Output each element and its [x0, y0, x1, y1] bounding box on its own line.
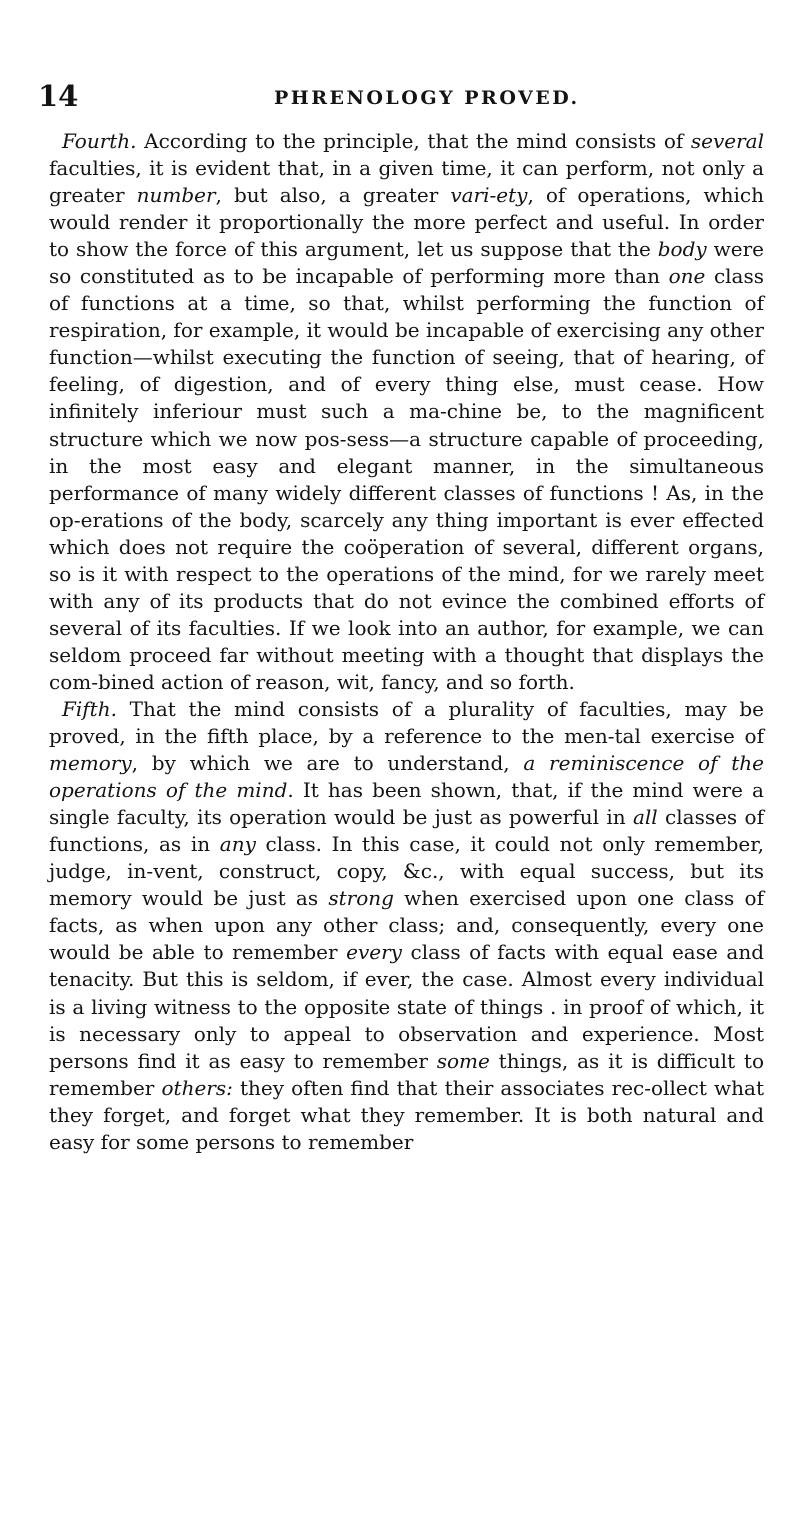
paragraph-fourth: [49, 128, 764, 696]
italic-text-run: number: [136, 183, 216, 208]
text-run: class of functions at a time, so that, whilst performing the function of respiration, for example, it would be incapable of exercising any other function—whilst executing the function of seeing, that of hearing, of feeling, of digestion, and of every thing else, must cease. How infinitely inferiour must such a ma-chine be, to the magnificent structure which we now pos-sess—a structure capable of proceeding, in the most easy and elegant manner, in the simultaneous performance of many widely different classes of functions ! As, in the op-erations of the body, scarcely any thing important is ever effected which does not require the coöperation of several, different organs, so is it with respect to the operations of the mind, for we rarely meet with any of its products that do not evince the combined efforts of several of its faculties. If we look into an author, for example, we can seldom proceed far without meeting with a thought that displays the com-bined action of reason, wit, fancy, and so forth.: [49, 264, 765, 694]
italic-text-run: several: [690, 129, 764, 153]
italic-text-run: any: [219, 832, 256, 857]
italic-text-run: every: [346, 940, 402, 965]
italic-text-run: all: [632, 805, 658, 830]
italic-text-run: body: [657, 237, 707, 262]
italic-text-run: others:: [161, 1075, 233, 1100]
running-head: PHRENOLOGY PROVED.: [274, 87, 580, 109]
paragraph-lead: Fifth.: [62, 696, 117, 721]
italic-text-run: some: [436, 1048, 490, 1073]
page-header: [38, 79, 768, 119]
text-run: class. In this case, it could not only remember, judge, in-vent, construct, copy, &c., with equal success, but its memory would be just as: [49, 832, 764, 911]
paragraph-fifth: [49, 696, 764, 1156]
text-run: were so constituted as to be incapable of performing more than: [49, 237, 765, 289]
page-number: 14: [38, 79, 79, 113]
paragraph-body: [49, 697, 764, 1154]
italic-text-run: one: [668, 264, 706, 289]
text-run: things, as it is difficult to remember: [49, 1048, 764, 1100]
body-text: [49, 128, 764, 1156]
italic-text-run: a reminiscence of the operations of the mind.: [49, 751, 764, 803]
italic-text-run: strong: [328, 886, 394, 911]
paragraph-lead: Fourth.: [62, 129, 137, 153]
text-run: class of facts with equal ease and tenacity. But this is seldom, if ever, the case. Almost every individual is a living witness to the opposite state of things . in proof of which, it is necessary only to appeal to observation and experience. Most persons find it as easy to remember: [49, 940, 764, 1073]
text-run: That the mind consists of a plurality of faculties, may be proved, in the fifth place, by a reference to the men-tal exercise of: [49, 696, 764, 749]
text-run: According to the principle, that the mind consists of: [136, 129, 691, 153]
text-run: they often find that their associates rec-ollect what they forget, and forget what they remember. It is both natural and easy for some persons to remember: [49, 1075, 764, 1154]
italic-text-run: vari-ety: [450, 183, 528, 208]
italic-text-run: memory: [49, 751, 132, 776]
text-run: , of operations, which would render it proportionally the more perfect and useful. In order to show the force of this argument, let us suppose that the: [49, 183, 764, 262]
text-run: , by which we are to understand,: [131, 751, 524, 776]
text-run: , but also, a greater: [215, 183, 451, 208]
text-run: classes of functions, as in: [49, 805, 764, 857]
text-run: It has been shown, that, if the mind were a single faculty, its operation would be just as powerful in: [49, 778, 764, 830]
text-run: when exercised upon one class of facts, as when upon any other class; and, consequently, every one would be able to remember: [49, 886, 764, 965]
paragraph-body: [49, 129, 764, 694]
text-run: faculties, it is evident that, in a given time, it can perform, not only a greater: [49, 156, 764, 208]
